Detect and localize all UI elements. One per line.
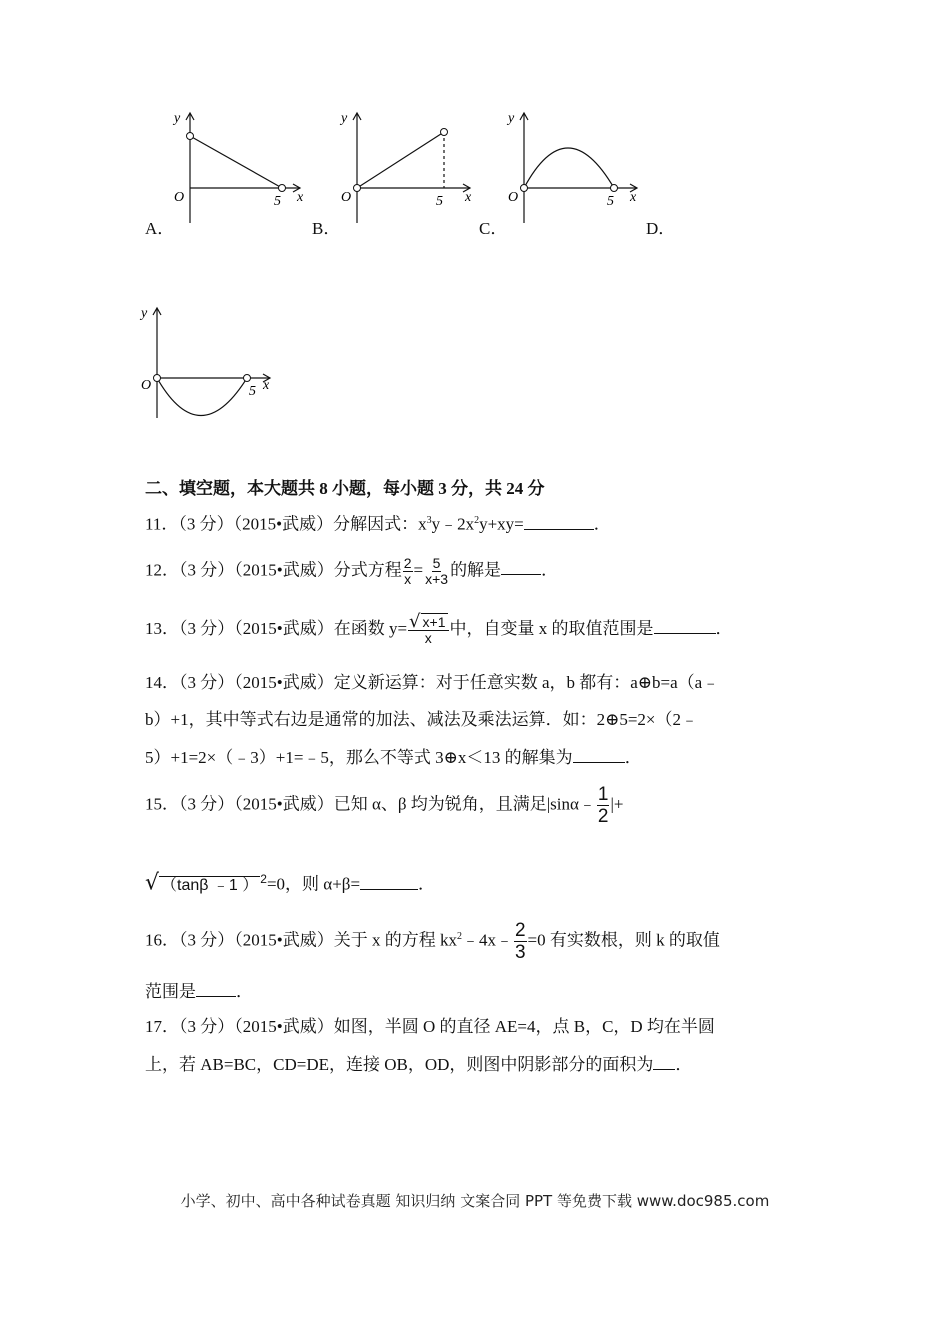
page-footer: 小学、初中、高中各种试卷真题 知识归纳 文案合同 PPT 等免费下载 www.doc985.com — [180, 1192, 770, 1210]
fraction: $\frac{5}{x+3}$ — [425, 555, 449, 587]
question-14-line-3: 5）+1=2×（﹣3）+1=﹣5，那么不等式 3⊕x＜13 的解集为 ． — [145, 748, 642, 767]
option-a-label: A． — [145, 219, 175, 238]
y-axis-label: y — [141, 306, 148, 321]
question-13: 13．（3 分）（2015•武威）在函数 y= $\frac{√ x+1}{x}$ 中，自变量 x 的取值范围是 ． — [145, 611, 733, 646]
question-14-line-2: b）+1，其中等式右边是通常的加法、减法及乘法运算．如：2⊕5=2×（2﹣ — [145, 710, 699, 729]
y-axis-label: y — [174, 111, 181, 126]
section-heading: 二、填空题，本大题共 8 小题，每小题 3 分，共 24 分 — [145, 479, 545, 498]
x-axis-label: x — [630, 190, 637, 205]
fraction: $\frac{2}{x}$ — [403, 555, 412, 587]
answer-blank — [573, 746, 625, 763]
fraction: $\frac{1}{2}$ — [597, 784, 609, 827]
question-14-line-1: 14．（3 分）（2015•武威）定义新运算：对于任意实数 a，b 都有：a⊕b=a（a﹣ — [145, 673, 720, 692]
option-c-label: C． — [479, 219, 508, 238]
tick-5-label: 5 — [274, 194, 281, 209]
graph-d — [130, 303, 280, 421]
graph-b — [330, 108, 480, 226]
question-15-line-2: √ （tanβ ﹣1 ） $^2$=0，则 α+β= ． — [145, 870, 436, 896]
graph-a — [160, 108, 310, 226]
origin-label: O — [508, 190, 519, 205]
y-axis-label: y — [341, 111, 348, 126]
origin-label: O — [174, 190, 185, 205]
answer-blank — [654, 617, 716, 634]
tick-5-label: 5 — [436, 194, 443, 209]
answer-blank — [501, 558, 541, 575]
question-17-line-2: 上，若 AB=BC，CD=DE，连接 OB，OD，则图中阴影部分的面积为 ． — [145, 1055, 693, 1074]
answer-blank — [196, 980, 236, 997]
x-axis-label: x — [263, 378, 270, 393]
question-15-line-1: 15．（3 分）（2015•武威）已知 α、β 均为锐角，且满足|sinα﹣ $\frac{1}{2}$ |+ — [145, 784, 624, 827]
answer-blank — [653, 1053, 675, 1070]
tick-5-label: 5 — [607, 194, 614, 209]
question-11: 11．（3 分）（2015•武威）分解因式：$x^3y﹣2x^2y+xy=$ ． — [145, 514, 611, 534]
option-d-label: D． — [646, 219, 676, 238]
option-b-label: B． — [312, 219, 341, 238]
answer-blank — [524, 513, 594, 530]
tick-5-label: 5 — [249, 384, 256, 399]
question-16-line-1: 16．（3 分）（2015•武威）关于 x 的方程 $kx^2﹣4x﹣$ $\frac{2}{3}$ =0 有实数根，则 k 的取值 — [145, 920, 720, 963]
question-16-line-2: 范围是 ． — [145, 982, 253, 1001]
y-axis-label: y — [508, 111, 515, 126]
x-axis-label: x — [465, 190, 472, 205]
origin-label: O — [341, 190, 352, 205]
question-17-line-1: 17．（3 分）（2015•武威）如图，半圆 O 的直径 AE=4，点 B，C，D 均在半圆 — [145, 1017, 715, 1036]
fraction: $\frac{2}{3}$ — [514, 920, 526, 963]
origin-label: O — [141, 378, 152, 393]
question-12: 12．（3 分）（2015•武威）分式方程 $\frac{2}{x}$ = $\frac{5}{x+3}$ 的解是 ． — [145, 555, 559, 587]
graph-c — [497, 108, 647, 226]
answer-blank — [360, 873, 418, 890]
fraction: $\frac{√ x+1}{x}$ — [408, 614, 448, 646]
x-axis-label: x — [297, 190, 304, 205]
